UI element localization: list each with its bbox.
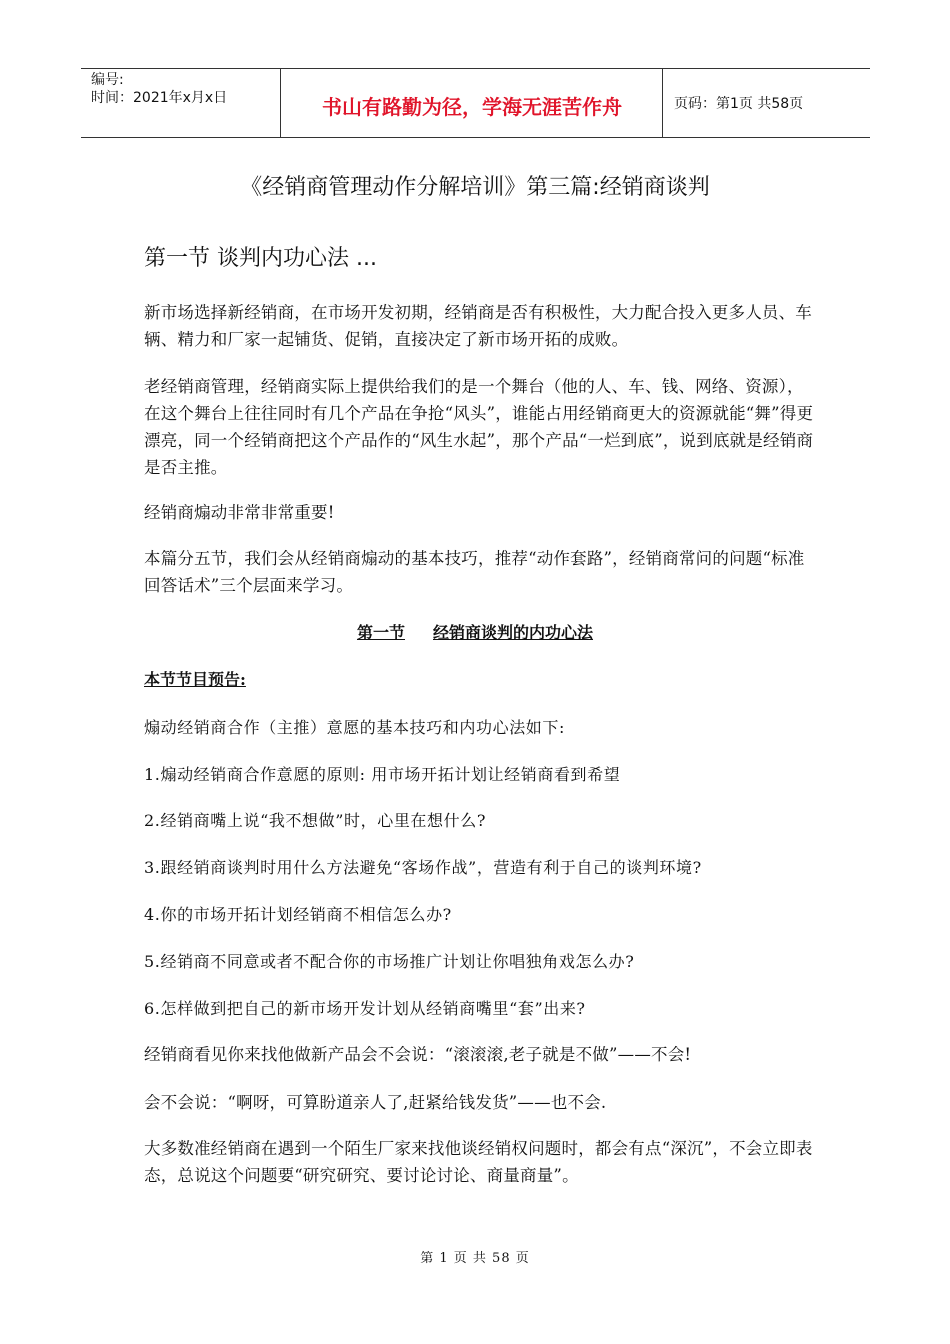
motto: 书山有路勤为径，学海无涯苦作舟	[322, 95, 622, 119]
intro-paragraph: 本篇分五节，我们会从经销商煽动的基本技巧，推荐“动作套路”，经销商常问的问题“标准回答话术”三个层面来学习。	[144, 549, 805, 595]
section-heading: 第一节 谈判内功心法 ...	[144, 246, 377, 271]
preview-intro: 煽动经销商合作（主推）意愿的基本技巧和内功心法如下:	[144, 718, 565, 737]
header-table	[81, 68, 870, 138]
preview-item: 3.跟经销商谈判时用什么方法避免“客场作战”，营造有利于自己的谈判环境?	[144, 858, 702, 877]
intro-paragraph: 经销商煽动非常非常重要!	[144, 503, 335, 522]
closing-paragraph: 大多数准经销商在遇到一个陌生厂家来找他谈经销权问题时，都会有点“深沉”，不会立即表态，总说这个问题要“研究研究、要讨论讨论、商量商量”。	[144, 1139, 813, 1185]
centered-heading-number: 第一节	[356, 623, 405, 642]
page-info: 页码：第1页 共58页	[674, 96, 804, 112]
intro-paragraph: 新市场选择新经销商，在市场开发初期，经销商是否有积极性，大力配合投入更多人员、车辆、精力和厂家一起铺货、促销，直接决定了新市场开拓的成败。	[144, 303, 812, 349]
preview-item: 1.煽动经销商合作意愿的原则: 用市场开拓计划让经销商看到希望	[144, 765, 621, 784]
intro-paragraph: 老经销商管理，经销商实际上提供给我们的是一个舞台（他的人、车、钱、网络、资源），在这个舞台上往往同时有几个产品在争抢“风头”，谁能占用经销商更大的资源就能“舞”得更漂亮，同一个经销商把这个产品作的“风生水起”，那个产品“一烂到底”，说到底就是经销商是否主推。	[144, 377, 814, 477]
closing-paragraph: 经销商看见你来找他做新产品会不会说：“滚滚滚,老子就是不做”——不会!	[144, 1045, 692, 1064]
number-label: 编号:	[91, 72, 124, 88]
time-label: 时间：2021年x月x日	[91, 90, 228, 106]
preview-item: 2.经销商嘴上说“我不想做”时，心里在想什么?	[144, 811, 487, 830]
preview-item: 4.你的市场开拓计划经销商不相信怎么办?	[144, 905, 452, 924]
closing-paragraph: 会不会说：“啊呀，可算盼道亲人了,赶紧给钱发货”——也不会.	[144, 1093, 607, 1112]
page-footer: 第 1 页 共 58 页	[420, 1251, 530, 1266]
header-page-cell	[664, 69, 870, 137]
header-motto-cell	[282, 69, 663, 137]
centered-section-heading	[0, 620, 950, 643]
preview-label: 本节节目预告:	[144, 670, 246, 689]
preview-item: 6.怎样做到把自己的新市场开发计划从经销商嘴里“套”出来?	[144, 999, 586, 1018]
document-title: 《经销商管理动作分解培训》第三篇:经销商谈判	[240, 175, 710, 200]
header-meta-cell	[81, 69, 281, 137]
preview-item: 5.经销商不同意或者不配合你的市场推广计划让你唱独角戏怎么办?	[144, 952, 635, 971]
centered-heading-title: 经销商谈判的内功心法	[433, 623, 594, 642]
